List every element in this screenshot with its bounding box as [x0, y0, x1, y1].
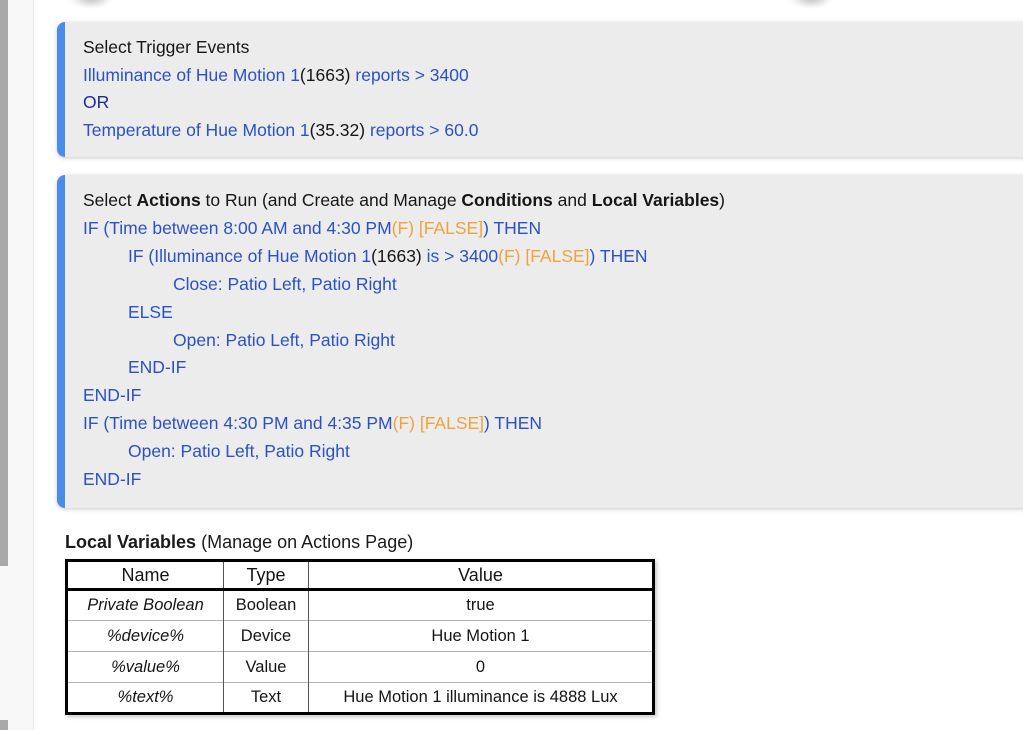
- trigger-events-card: [57, 22, 1023, 157]
- rule-text-segment: (F) [FALSE]: [498, 245, 590, 266]
- local-variables-table: [65, 559, 655, 715]
- scrollbar-thumb-bottom[interactable]: [0, 720, 8, 730]
- rule-line[interactable]: [65, 438, 1023, 466]
- variable-row: [67, 652, 654, 683]
- variable-name: Private Boolean: [87, 596, 204, 614]
- variable-value: true: [309, 590, 654, 621]
- variable-row: [67, 590, 654, 621]
- rule-line[interactable]: [65, 327, 1023, 355]
- rule-text-segment: (F) [FALSE]: [391, 217, 484, 238]
- rule-text-segment: Open: Patio Left, Patio Right: [128, 441, 350, 462]
- partial-circle-icon: [70, 0, 112, 8]
- col-header-name: Name: [67, 561, 224, 590]
- variable-type: Device: [224, 621, 309, 652]
- local-variables-title-note: (Manage on Actions Page): [196, 532, 414, 552]
- col-header-value: Value: [309, 561, 654, 590]
- rule-text-segment: IF (Time between 8:00 AM and 4:30 PM: [83, 217, 392, 238]
- rule-line[interactable]: [65, 382, 1023, 410]
- rule-text-segment: and: [552, 190, 592, 210]
- actions-card: [57, 175, 1023, 508]
- rule-line[interactable]: [65, 117, 1023, 145]
- rule-text-segment: ) THEN: [589, 245, 648, 266]
- partial-circle-icon: [790, 0, 832, 8]
- variable-row: [67, 683, 654, 714]
- rule-text-segment: Open: Patio Left, Patio Right: [173, 329, 395, 350]
- rule-text-segment: END-IF: [83, 469, 142, 490]
- rule-text-segment: Select: [83, 190, 137, 210]
- col-header-type: Type: [224, 561, 309, 590]
- variable-type: Boolean: [224, 590, 309, 621]
- rule-text-segment: Select Trigger Events: [83, 37, 250, 57]
- rule-text-segment: Actions: [136, 190, 201, 210]
- rule-text-segment: (35.32): [309, 119, 366, 140]
- rule-text-segment: (1663): [371, 245, 422, 266]
- rule-line[interactable]: [65, 215, 1023, 243]
- rule-text-segment: reports > 3400: [350, 64, 469, 85]
- variable-row: [67, 621, 654, 652]
- rule-text-segment: END-IF: [83, 385, 142, 406]
- rule-text-segment: is > 3400: [421, 245, 499, 266]
- rule-text-segment: END-IF: [128, 357, 187, 378]
- variable-value: 0: [309, 652, 654, 683]
- rule-text-segment: IF (Time between 4:30 PM and 4:35 PM: [83, 413, 393, 434]
- rule-text-segment: Illuminance of Hue Motion 1: [83, 64, 300, 85]
- rule-text-segment: Close: Patio Left, Patio Right: [173, 273, 397, 294]
- rule-text-segment: ELSE: [128, 301, 173, 322]
- card-title-line: [65, 34, 1023, 62]
- variable-name: %value%: [67, 652, 224, 683]
- local-variables-title: [65, 531, 413, 553]
- rule-text-segment: to Run (and Create and Manage: [200, 190, 462, 210]
- rule-text-segment: OR: [83, 92, 110, 113]
- variable-name: %text%: [67, 683, 224, 714]
- rule-line[interactable]: [65, 410, 1023, 438]
- rule-text-segment: ) THEN: [484, 413, 543, 434]
- table-header-row: [67, 561, 654, 590]
- rule-text-segment: Conditions: [461, 190, 553, 210]
- variable-name: %device%: [67, 621, 224, 652]
- rule-text-segment: reports > 60.0: [365, 119, 479, 140]
- rule-text-segment: IF (Illuminance of Hue Motion 1: [128, 245, 372, 266]
- rule-text-segment: (1663): [299, 64, 351, 85]
- rule-text-segment: Temperature of Hue Motion 1: [83, 119, 310, 140]
- rule-text-segment: ): [719, 190, 725, 210]
- rule-line[interactable]: [65, 271, 1023, 299]
- scrollbar-thumb[interactable]: [0, 0, 8, 566]
- rule-line[interactable]: [65, 466, 1023, 494]
- rule-text-segment: Local Variables: [591, 190, 720, 210]
- local-variables-rows: [67, 590, 654, 714]
- rule-line[interactable]: [65, 89, 1023, 117]
- variable-type: Text: [224, 683, 309, 714]
- rule-line[interactable]: [65, 243, 1023, 271]
- rule-text-segment: (F) [FALSE]: [392, 413, 485, 434]
- variable-type: Value: [224, 652, 309, 683]
- variable-value: Hue Motion 1: [309, 621, 654, 652]
- rule-line[interactable]: [65, 299, 1023, 327]
- card-title-line: [65, 187, 1023, 215]
- variable-value: Hue Motion 1 illuminance is 4888 Lux: [309, 683, 654, 714]
- local-variables-title-bold: Local Variables: [65, 532, 197, 552]
- rule-line[interactable]: [65, 354, 1023, 382]
- rule-line[interactable]: [65, 62, 1023, 90]
- rule-text-segment: ) THEN: [483, 217, 542, 238]
